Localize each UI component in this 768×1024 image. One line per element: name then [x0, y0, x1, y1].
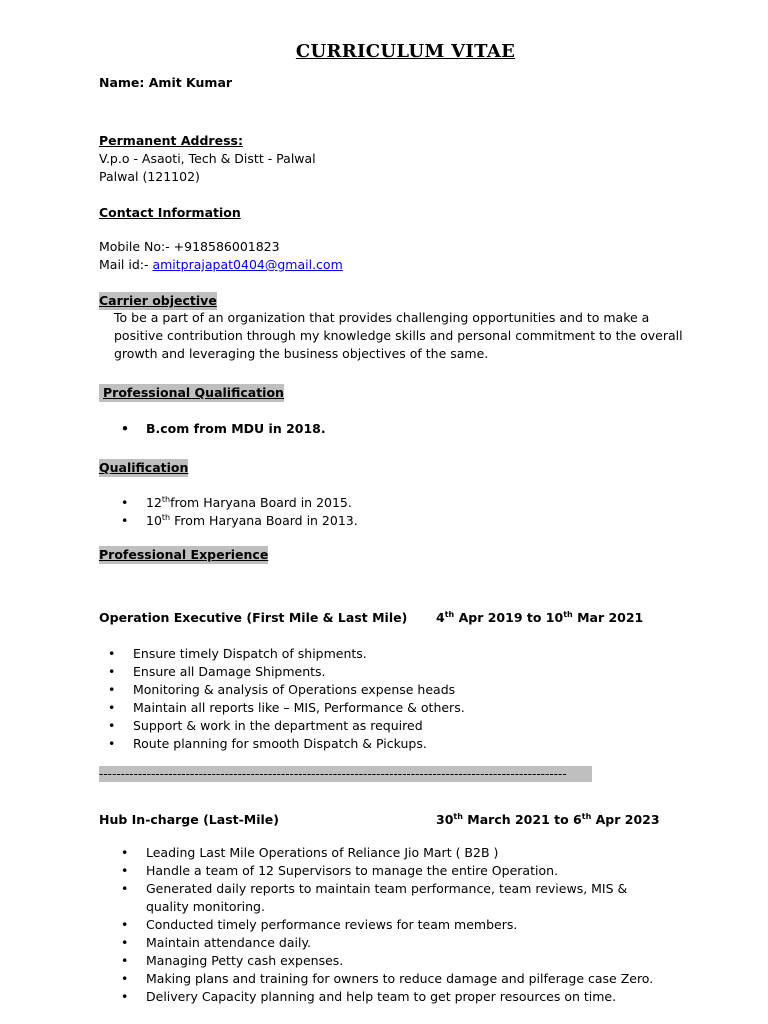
list-item: • Handle a team of 12 Supervisors to manage the entire Operation. [99, 862, 653, 880]
list-item: • Ensure timely Dispatch of shipments. [99, 645, 465, 663]
list-item: • Making plans and training for owners to reduce damage and pilferage case Zero. [99, 970, 653, 988]
job1-duties-list [99, 645, 465, 753]
objective-heading: Carrier objective [99, 293, 217, 308]
list-item: • Support & work in the department as required [99, 717, 465, 735]
document-title: CURRICULUM VITAE [295, 41, 516, 62]
experience-heading: Professional Experience [99, 547, 269, 562]
list-item: • 10th From Haryana Board in 2013. [112, 512, 358, 530]
list-item: • Maintain attendance daily. [99, 934, 653, 952]
professional-qualification-heading: Professional Qualification [99, 384, 284, 402]
job2-date: 30th March 2021 to 6th Apr 2023 [436, 812, 660, 827]
address-heading: Permanent Address: [99, 133, 243, 148]
contact-heading: Contact Information [99, 205, 241, 220]
name-line: Name: Amit Kumar [99, 75, 233, 90]
professional-qualification-list [99, 420, 326, 438]
job1-title: Operation Executive (First Mile & Last Mile) [99, 610, 408, 625]
list-item: • Delivery Capacity planning and help team to get proper resources on time. [99, 988, 653, 1006]
list-item: • Ensure all Damage Shipments. [99, 663, 465, 681]
list-item: • Maintain all reports like – MIS, Performance & others. [99, 699, 465, 717]
section-separator: ------------------------------------------------------------------------------------------------------------ [99, 766, 592, 782]
mail-line [99, 256, 343, 274]
list-item: • Conducted timely performance reviews for team members. [99, 916, 653, 934]
address-line-2: Palwal (121102) [99, 169, 200, 184]
objective-text: To be a part of an organization that provides challenging opportunities and to make a positive contribution through my knowledge skills and personal commitment to the overall growth and leveraging the business objectives of the same. [114, 310, 683, 361]
email-link[interactable]: amitprajapat0404@gmail.com [152, 257, 343, 272]
address-line-1: V.p.o - Asaoti, Tech & Distt - Palwal [99, 151, 316, 166]
list-item: • Leading Last Mile Operations of Reliance Jio Mart ( B2B ) [99, 844, 653, 862]
list-item: • B.com from MDU in 2018. [99, 420, 326, 438]
list-item: • Route planning for smooth Dispatch & Pickups. [99, 735, 465, 753]
job1-date: 4th Apr 2019 to 10th Mar 2021 [436, 610, 644, 625]
list-item: • Monitoring & analysis of Operations expense heads [99, 681, 465, 699]
job2-title: Hub In-charge (Last-Mile) [99, 812, 279, 827]
mobile-line: Mobile No:- +918586001823 [99, 239, 280, 254]
list-item: • Generated daily reports to maintain team performance, team reviews, MIS & quality monitoring. [99, 880, 646, 916]
list-item: • Managing Petty cash expenses. [99, 952, 653, 970]
qualification-heading: Qualification [99, 460, 189, 475]
list-item: • 12thfrom Haryana Board in 2015. [112, 494, 358, 512]
job2-duties-list [99, 844, 653, 1006]
qualification-list [112, 494, 358, 530]
mail-label: Mail id:- [99, 257, 153, 272]
